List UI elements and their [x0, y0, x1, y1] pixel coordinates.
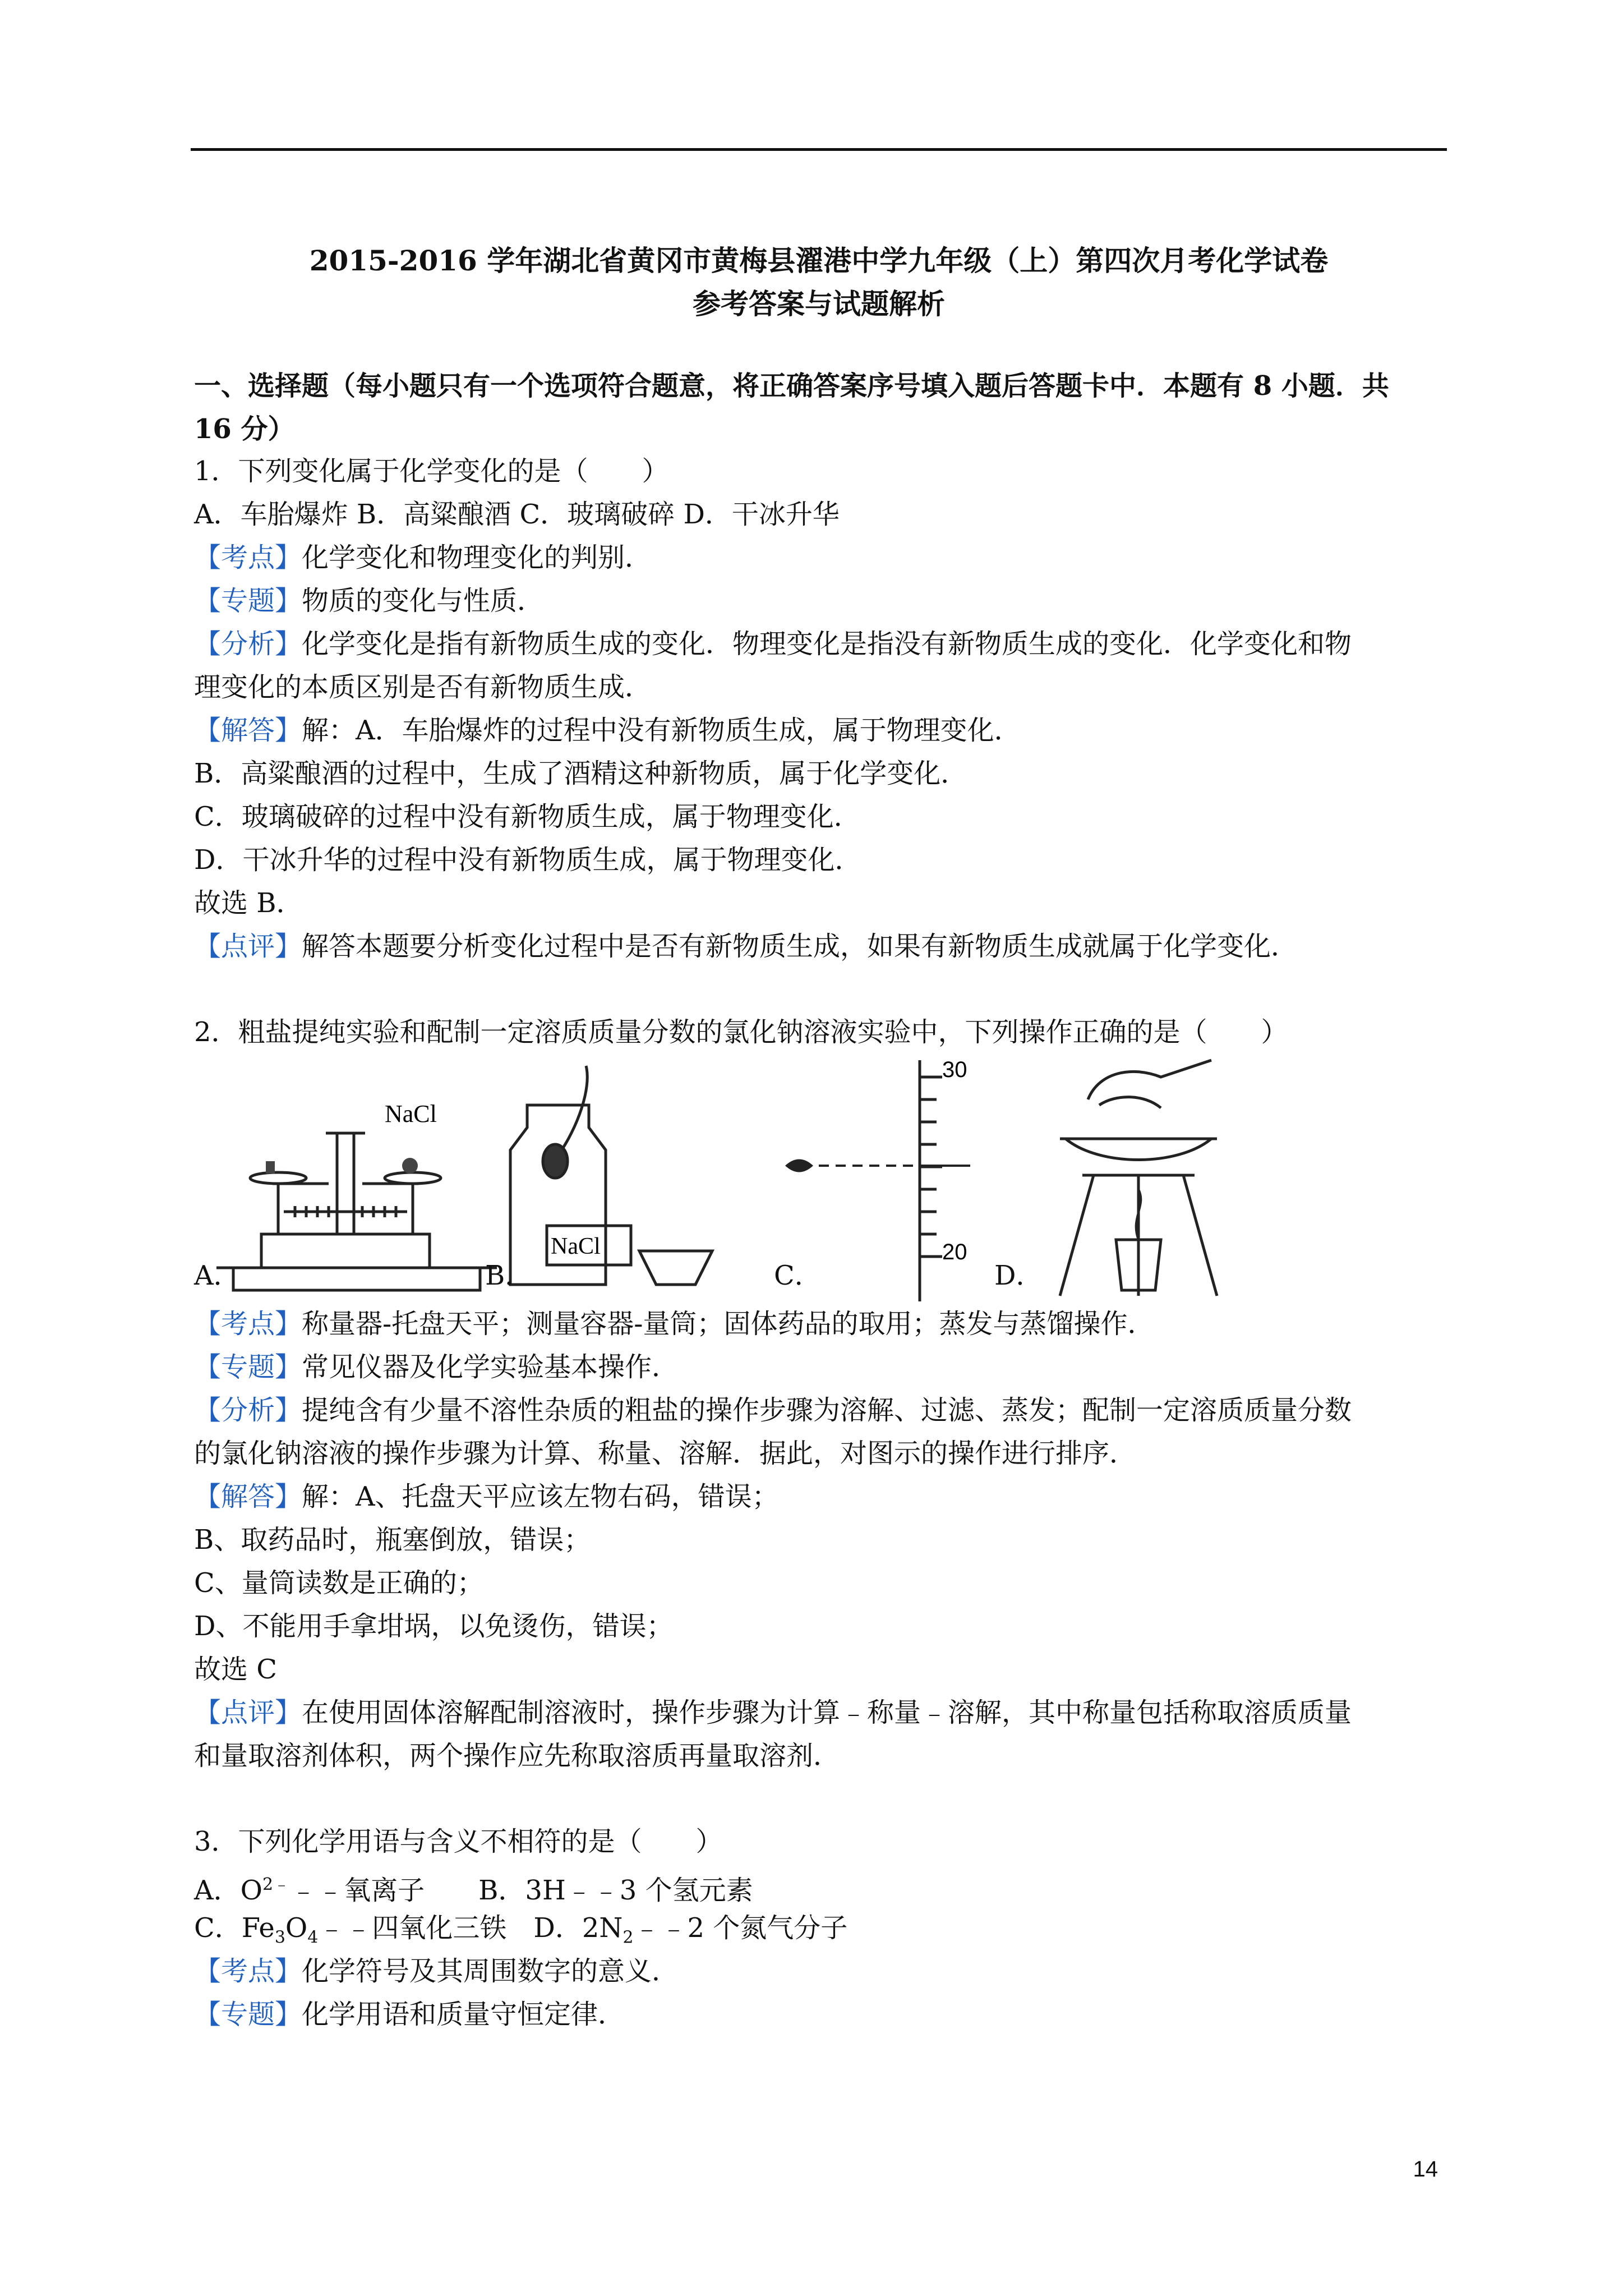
figure-a-label-nacl: NaCl	[385, 1100, 437, 1128]
q2-line-c: C、量筒读数是正确的；	[194, 1567, 484, 1599]
fenxi-tag: 【分析】	[194, 1395, 302, 1426]
document-subtitle: 参考答案与试题解析	[693, 287, 945, 320]
kaodian-tag: 【考点】	[194, 1308, 302, 1340]
q3-opt-a-sup: 2﹣	[262, 1875, 291, 1894]
q3-opt-c-sub1: 3	[274, 1927, 285, 1948]
q1-jieda-text: 解：A．车胎爆炸的过程中没有新物质生成，属于物理变化．	[302, 715, 1021, 746]
section-heading-cont: 16 分）	[194, 413, 295, 445]
q1-stem: 1．下列变化属于化学变化的是（ ）	[194, 455, 669, 487]
q3-options-ab	[194, 1868, 753, 1907]
eye-icon	[785, 1159, 813, 1172]
document-title: 2015-2016 学年湖北省黄冈市黄梅县濯港中学九年级（上）第四次月考化学试卷	[309, 244, 1329, 277]
q2-dianping	[194, 1696, 1352, 1729]
figure-d-evaporation	[1032, 1055, 1267, 1301]
evaporation-drawing	[1032, 1055, 1267, 1301]
cylinder-mark-20: 20	[942, 1240, 967, 1264]
figure-c-letter: C．	[774, 1260, 822, 1291]
kaodian-tag: 【考点】	[194, 542, 302, 573]
q3-opt-a-post: ﹣﹣氧离子 B．3H﹣﹣3 个氢元素	[290, 1875, 753, 1906]
q2-line-b: B、取药品时，瓶塞倒放，错误；	[194, 1524, 591, 1556]
q2-answer: 故选 C	[194, 1654, 277, 1685]
q1-zhuanti	[194, 584, 544, 618]
q2-dianping-cont: 和量取溶剂体积，两个操作应先称取溶质再量取溶剂．	[194, 1740, 841, 1772]
figure-b-label-nacl: NaCl	[551, 1234, 601, 1259]
q1-line-b: B．高粱酿酒的过程中，生成了酒精这种新物质，属于化学变化．	[194, 758, 968, 789]
q2-line-d: D、不能用手拿坩埚，以免烫伤，错误；	[194, 1611, 674, 1642]
figure-d-letter: D．	[994, 1260, 1043, 1291]
cylinder-mark-30: 30	[942, 1057, 967, 1082]
q1-line-c: C．玻璃破碎的过程中没有新物质生成，属于物理变化．	[194, 801, 861, 832]
q1-dianping	[194, 930, 1298, 963]
q1-jieda	[194, 714, 1021, 747]
weight-icon	[266, 1161, 275, 1174]
q1-options: A．车胎爆炸 B．高粱酿酒 C．玻璃破碎 D．干冰升华	[194, 499, 840, 530]
q3-opt-c-pre: C．Fe	[194, 1912, 275, 1944]
figure-b-letter: B．	[485, 1260, 532, 1291]
kaodian-tag: 【考点】	[194, 1955, 302, 1987]
q3-opt-c-post: ﹣﹣四氧化三铁 D．2N	[318, 1912, 623, 1944]
q1-kaodian-text: 化学变化和物理变化的判别．	[302, 542, 652, 573]
q3-kaodian-text: 化学符号及其周围数字的意义．	[302, 1955, 679, 1987]
q3-kaodian	[194, 1954, 679, 1988]
q3-stem: 3．下列化学用语与含义不相符的是（ ）	[194, 1826, 723, 1857]
q3-options-cd	[194, 1911, 847, 1955]
q3-opt-c-sub2: 4	[307, 1927, 319, 1948]
q2-dianping-text: 在使用固体溶解配制溶液时，操作步骤为计算﹣称量﹣溶解，其中称量包括称取溶质质量	[302, 1697, 1352, 1728]
q1-fenxi-cont: 理变化的本质区别是否有新物质生成．	[194, 671, 652, 703]
q2-zhuanti	[194, 1350, 679, 1384]
q2-jieda-text: 解：A、托盘天平应该左物右码，错误；	[302, 1481, 779, 1512]
section-heading: 一、选择题（每小题只有一个选项符合题意，将正确答案序号填入题后答题卡中．本题有 8 小题．共	[194, 370, 1389, 402]
q2-fenxi	[194, 1393, 1352, 1427]
q1-fenxi-text: 化学变化是指有新物质生成的变化．物理变化是指没有新物质生成的变化．化学变化和物	[302, 628, 1352, 660]
zhuanti-tag: 【专题】	[194, 1999, 302, 2030]
q1-dianping-text: 解答本题要分析变化过程中是否有新物质生成，如果有新物质生成就属于化学变化．	[302, 931, 1298, 962]
figure-a-letter: A．	[194, 1260, 241, 1291]
page-number: 14	[1413, 2157, 1438, 2182]
hand-icon	[1088, 1060, 1211, 1099]
zhuanti-tag: 【专题】	[194, 585, 302, 616]
q1-answer: 故选 B．	[194, 887, 303, 919]
q2-jieda	[194, 1480, 779, 1513]
sample-pile-icon	[402, 1158, 418, 1174]
q2-zhuanti-text: 常见仪器及化学实验基本操作．	[302, 1351, 679, 1383]
dianping-tag: 【点评】	[194, 931, 302, 962]
q2-kaodian	[194, 1307, 1154, 1341]
q2-kaodian-text: 称量器-托盘天平；测量容器-量筒；固体药品的取用；蒸发与蒸馏操作．	[302, 1308, 1155, 1340]
q2-fenxi-text: 提纯含有少量不溶性杂质的粗盐的操作步骤为溶解、过滤、蒸发；配制一定溶质质量分数	[302, 1395, 1352, 1426]
dianping-tag: 【点评】	[194, 1697, 302, 1728]
q3-opt-a-pre: A．O	[194, 1875, 263, 1906]
jieda-tag: 【解答】	[194, 715, 302, 746]
q3-opt-c-mid: O	[285, 1912, 308, 1944]
fenxi-tag: 【分析】	[194, 628, 302, 660]
q2-fenxi-cont: 的氯化钠溶液的操作步骤为计算、称量、溶解．据此，对图示的操作进行排序．	[194, 1438, 1137, 1469]
q2-stem: 2．粗盐提纯实验和配制一定溶质质量分数的氯化钠溶液实验中，下列操作正确的是（ ）	[194, 1016, 1288, 1048]
header-rule	[191, 148, 1447, 151]
q3-zhuanti-text: 化学用语和质量守恒定律．	[302, 1999, 625, 2030]
q1-zhuanti-text: 物质的变化与性质．	[302, 585, 545, 616]
q1-kaodian	[194, 541, 652, 574]
zhuanti-tag: 【专题】	[194, 1351, 302, 1383]
q1-line-d: D．干冰升华的过程中没有新物质生成，属于物理变化．	[194, 844, 862, 876]
q3-opt-d-post: ﹣﹣2 个氮气分子	[633, 1912, 848, 1944]
q3-opt-d-sub: 2	[623, 1927, 634, 1948]
jieda-tag: 【解答】	[194, 1481, 302, 1512]
q1-fenxi	[194, 627, 1352, 661]
q3-zhuanti	[194, 1998, 625, 2031]
